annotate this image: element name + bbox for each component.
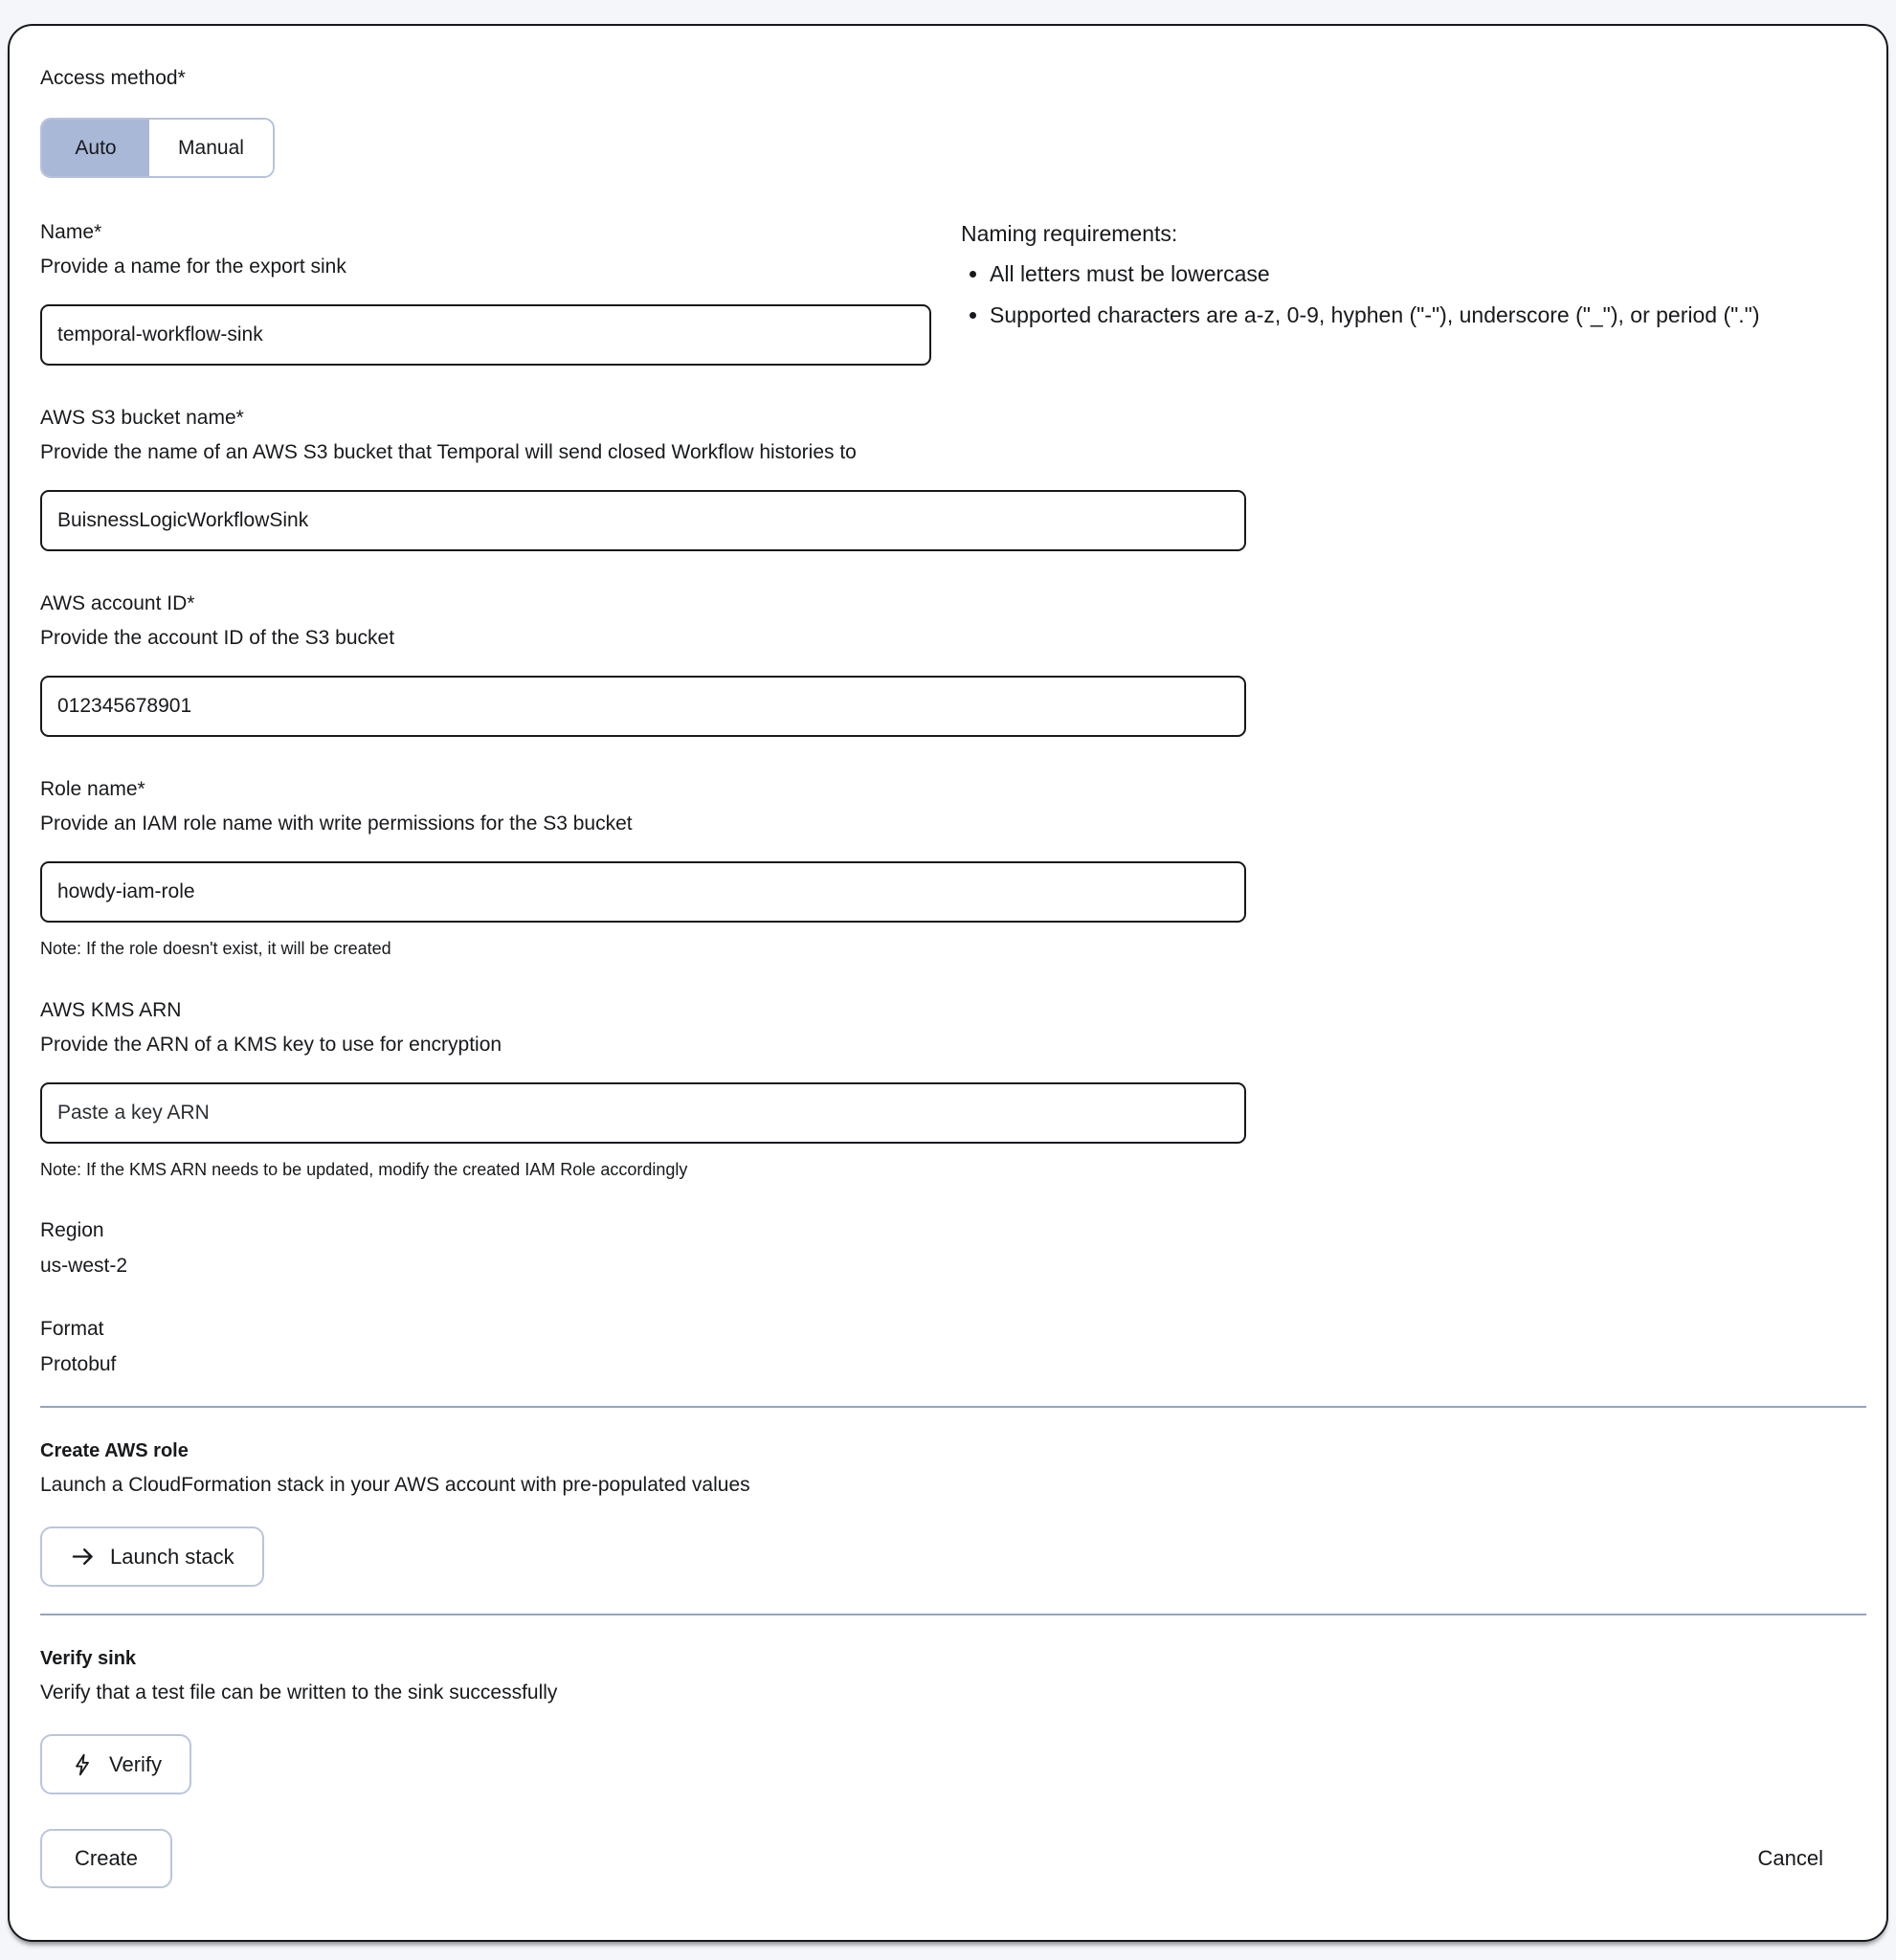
kms-arn-label: AWS KMS ARN [40,999,182,1021]
account-id-description: Provide the account ID of the S3 bucket [40,627,395,649]
format-value: Protobuf [40,1353,117,1375]
region-value: us-west-2 [40,1255,128,1277]
access-method-option-manual[interactable]: Manual [149,120,273,176]
verify-button-label: Verify [109,1751,163,1776]
name-input[interactable] [40,304,931,366]
access-method-toggle [40,118,275,178]
role-name-input[interactable] [40,861,1246,923]
kms-arn-note: Note: If the KMS ARN needs to be updated, modify the created IAM Role accordingly [40,1160,688,1179]
format-label: Format [40,1318,104,1340]
region-label: Region [40,1219,104,1241]
section-divider [40,1406,1866,1408]
bucket-label: AWS S3 bucket name* [40,407,244,429]
form-footer [40,1829,1858,1888]
account-id-input[interactable] [40,676,1246,737]
naming-requirements-list [961,258,1858,330]
section-divider [40,1614,1866,1615]
verify-button[interactable] [40,1734,191,1794]
role-name-label: Role name* [40,778,145,800]
create-aws-role-title: Create AWS role [40,1440,189,1461]
export-sink-form-card [8,24,1888,1942]
create-button[interactable]: Create [40,1829,172,1888]
cancel-button[interactable]: Cancel [1757,1846,1823,1870]
role-name-description: Provide an IAM role name with write permissions for the S3 bucket [40,813,633,835]
name-description: Provide a name for the export sink [40,256,346,278]
launch-stack-button[interactable] [40,1526,264,1587]
naming-requirement-item: • All letters must be lowercase [990,258,1858,289]
naming-requirement-item: • Supported characters are a-z, 0-9, hyphen ("-"), underscore ("_"), or period (".") [990,300,1858,330]
create-aws-role-description: Launch a CloudFormation stack in your AWS account with pre-populated values [40,1474,750,1496]
kms-arn-input[interactable] [40,1082,1246,1144]
role-name-note: Note: If the role doesn't exist, it will be created [40,939,391,958]
verify-sink-description: Verify that a test file can be written to the sink successfully [40,1682,558,1704]
account-id-label: AWS account ID* [40,592,195,614]
access-method-option-auto[interactable]: Auto [42,120,149,176]
naming-requirements-title: Naming requirements: [961,221,1178,246]
arrow-right-icon [70,1544,96,1570]
name-label: Name* [40,221,102,243]
launch-stack-button-label: Launch stack [110,1544,234,1569]
verify-sink-title: Verify sink [40,1648,137,1669]
bucket-description: Provide the name of an AWS S3 bucket that Temporal will send closed Workflow histories to [40,441,857,463]
access-method-label: Access method* [40,67,186,89]
kms-arn-description: Provide the ARN of a KMS key to use for encryption [40,1034,502,1056]
lightning-bolt-icon [70,1752,95,1777]
bucket-input[interactable] [40,490,1246,551]
